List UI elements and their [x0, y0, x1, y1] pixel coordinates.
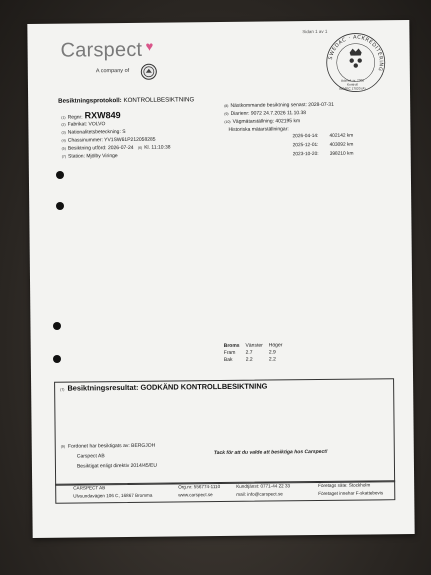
- station-field: [62, 153, 118, 160]
- history-row-date: 2023-10-20:: [292, 151, 319, 158]
- inspection-document: [27, 20, 414, 538]
- brake-value: 2.2: [245, 356, 253, 363]
- fabrikat-field: [61, 121, 105, 127]
- history-row-km: 403092 km: [329, 142, 354, 148]
- matarstallning-value: Vägmätarställning: 402195 km: [232, 118, 301, 125]
- history-row-km: 402142 km: [329, 133, 354, 139]
- nastkommande-value: Nästkommande besiktning senast: 2028-07-31: [230, 101, 334, 109]
- field-number: (2): [61, 122, 66, 127]
- field-number: (9): [60, 444, 66, 449]
- fabrikat-value: Fabrikat: VOLVO: [67, 121, 106, 128]
- diarienr-field: [224, 110, 306, 117]
- punch-hole: [56, 171, 64, 179]
- diarienr-value: Diarienr: 9072 24.7.2026 11.10.38: [230, 110, 307, 117]
- footer-orgnr: Org.nr: 556774-1110: [178, 484, 221, 490]
- inspected-by-value: Fordonet har besiktigats av: BERGJOH: [67, 442, 156, 450]
- punch-hole: [53, 355, 61, 363]
- nationalitet-value: Nationalitetsbeteckning: S: [67, 128, 126, 136]
- history-row-km: 398210 km: [329, 151, 354, 157]
- protocol-label: Besiktningsprotokoll:: [58, 97, 122, 105]
- historiska-label: Historiska mätarställningar:: [228, 126, 289, 133]
- utford-time: Kl. 11:10:38: [144, 144, 171, 151]
- footer-mail: mail: info@carspect.se: [236, 491, 283, 497]
- seal-line-3: ISO/IEC 17020 (A): [338, 86, 366, 91]
- chassi-field: [62, 137, 156, 144]
- field-number: (4): [61, 138, 66, 143]
- utford-label: Besiktning utförd:: [67, 145, 107, 152]
- result-text: Besiktningsresultat: GODKÄND KONTROLLBESIKTNING: [67, 381, 268, 393]
- page-number: Sidan 1 av 1: [302, 28, 328, 35]
- field-number: (5): [61, 146, 66, 151]
- utford-field: [62, 145, 171, 152]
- seal-line-2: Kontroll: [346, 82, 358, 87]
- field-number: (10): [224, 119, 231, 124]
- field-number: (7): [60, 387, 65, 392]
- regnr-value: RXW849: [84, 110, 121, 121]
- carspect-logo: Carspect: [60, 38, 143, 62]
- brake-header: Vänster: [245, 342, 263, 349]
- nationalitet-field: [61, 129, 125, 136]
- brake-value: 2.2: [268, 356, 276, 363]
- chassi-value: Chassinummer: YV1SW61P212058285: [67, 136, 156, 144]
- footer-seat: Företags säte: Stockholm: [318, 482, 371, 488]
- footer-company: CARSPECT AB: [73, 485, 106, 491]
- brake-value: 2.9: [268, 349, 276, 356]
- field-number: (1): [61, 115, 66, 120]
- result-box: [54, 378, 395, 486]
- matarstallning-field: [224, 118, 300, 125]
- footer-web: www.carspect.se: [178, 492, 213, 498]
- punch-hole: [53, 322, 61, 330]
- thanks-message: Tack för att du valde att besiktiga hos Carspect!: [213, 448, 328, 457]
- history-row-date: 2026-04-14:: [292, 133, 319, 140]
- brake-table: [221, 341, 286, 363]
- brake-axle: Bak: [223, 356, 233, 363]
- protocol-title: [58, 96, 194, 104]
- regnr-field: [61, 110, 120, 121]
- history-row-date: 2025-12-01:: [292, 142, 319, 149]
- table-row: [221, 341, 286, 349]
- footer-address: Ulvsundavägen 106 C, 16867 Bromma: [73, 492, 153, 499]
- punch-hole: [56, 202, 64, 210]
- station-value: Station: Mjölby Viringe: [67, 153, 118, 160]
- inspected-directive: Besiktigat enligt direktiv 2014/45/EU: [76, 462, 158, 470]
- field-number: (8): [224, 103, 229, 108]
- field-number: (6): [137, 145, 143, 150]
- footer-phone: Kundtjänst: 0771-44 22 33: [236, 483, 291, 489]
- brake-value: 2.7: [245, 349, 253, 356]
- inspected-company: Carspect AB: [76, 453, 105, 460]
- parent-company-logo-icon: [141, 64, 157, 80]
- brake-axle: Fram: [223, 349, 236, 356]
- inspected-by: [61, 443, 156, 450]
- regnr-label: Regnr:: [67, 114, 83, 121]
- utford-date: 2026-07-24: [107, 144, 134, 152]
- heart-icon: ♥: [145, 38, 154, 54]
- seal-ring-text: SWEDAC · ACKREDITERING: [327, 34, 384, 73]
- field-number: (3): [61, 130, 66, 135]
- seal-line-1: Ackred. nr. 7002: [340, 78, 365, 83]
- protocol-type: KONTROLLBESIKTNING: [123, 96, 195, 105]
- table-row: [221, 356, 286, 364]
- nastkommande-field: [224, 102, 334, 109]
- footer-tax: Företaget innehar F-skattebevis: [318, 490, 384, 496]
- brake-header: Höger: [268, 341, 283, 349]
- field-number: (9): [224, 111, 229, 116]
- field-number: (7): [61, 154, 67, 159]
- brake-header: Broms: [223, 342, 240, 349]
- company-of-label: A company of: [95, 67, 130, 75]
